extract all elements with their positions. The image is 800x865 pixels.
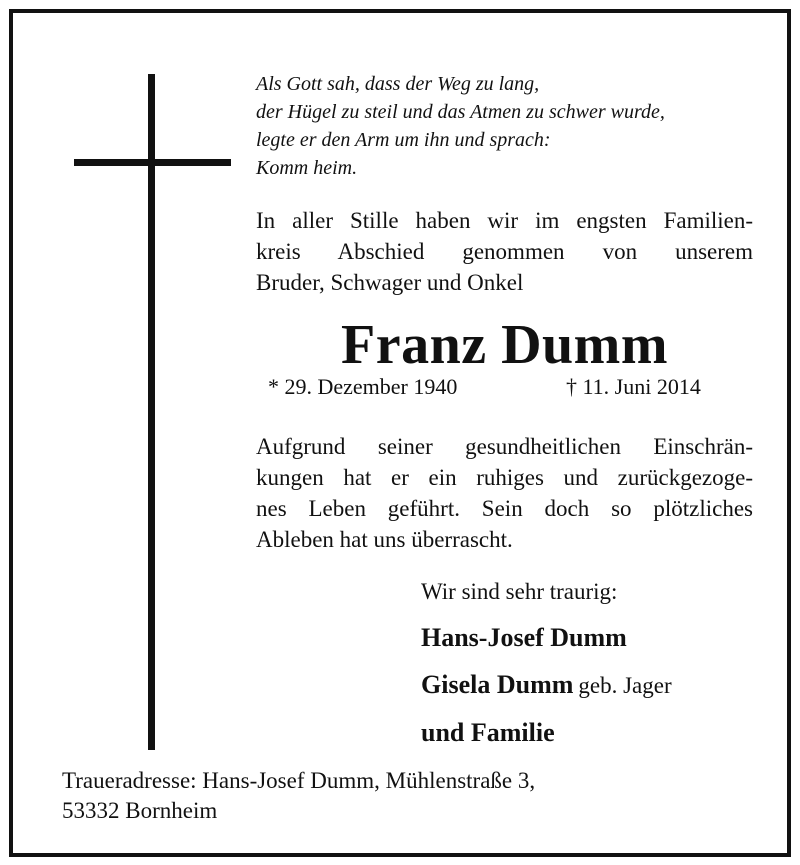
poem-line: legte er den Arm um ihn und sprach: [256,129,551,151]
body-line: Ableben hat uns überrascht. [256,527,513,552]
mourner-name [421,668,781,703]
mourning-address [62,766,535,826]
mourner-name-text: Hans-Josef Dumm [421,623,627,652]
mourner-name [421,716,781,750]
body-line: nes Leben geführt. Sein doch so plötzliches [256,496,753,521]
death-date: † 11. Juni 2014 [566,374,701,399]
intro-line: In aller Stille haben wir im engsten Familien- [256,208,753,233]
poem-line: Als Gott sah, dass der Weg zu lang, [256,73,540,95]
body-line: Aufgrund seiner gesundheitlichen Einschrän- [256,434,753,459]
body-paragraph [256,431,753,555]
intro-line: Bruder, Schwager und Onkel [256,270,524,295]
intro-line: kreis Abschied genommen von unserem [256,239,753,264]
intro-paragraph [256,205,753,298]
mourner-maiden-name: geb. Jager [578,673,672,698]
mourners-block [421,576,781,763]
poem-line: der Hügel zu steil und das Atmen zu schwer wurde, [256,101,665,123]
mourner-name [421,621,781,655]
body-line: kungen hat er ein ruhiges und zurückgezoge- [256,465,753,490]
poem [256,70,776,182]
mourner-name-text: und Familie [421,718,555,747]
obituary-frame [9,9,791,857]
mourner-name-text: Gisela Dumm [421,670,574,699]
birth-date: * 29. Dezember 1940 [268,374,458,399]
cross-icon-beam [74,159,231,166]
deceased-name: Franz Dumm [341,314,668,376]
poem-line: Komm heim. [256,157,358,179]
address-line: 53332 Bornheim [62,798,218,823]
mourners-heading: Wir sind sehr traurig: [421,579,618,604]
address-line: Traueradresse: Hans-Josef Dumm, Mühlenstraße 3, [62,768,536,793]
cross-icon [148,74,155,750]
